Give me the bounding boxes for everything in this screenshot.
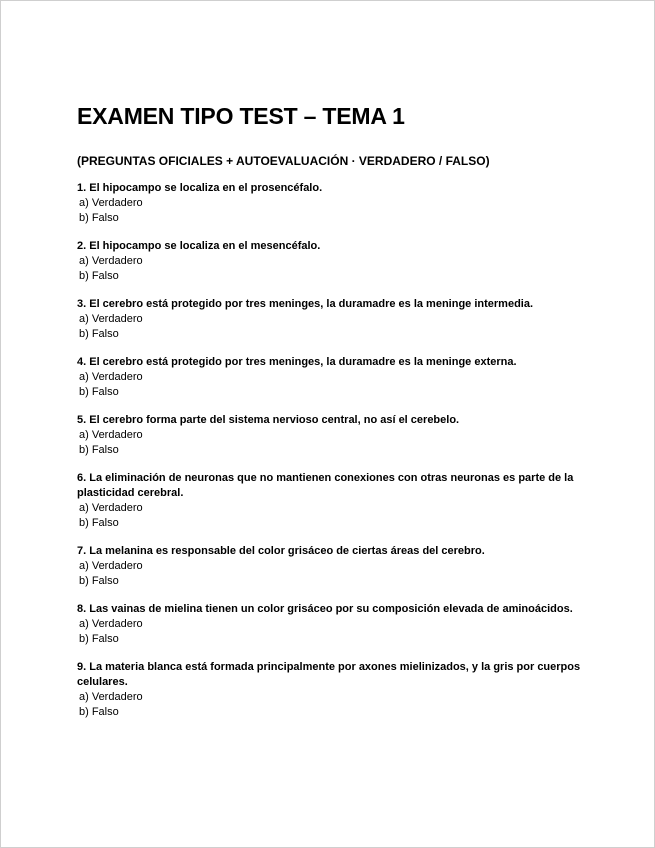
option-false: b) Falso	[79, 706, 119, 718]
option-false: b) Falso	[79, 633, 119, 645]
question-text: 8. Las vainas de mielina tienen un color grisáceo por su composición elevada de aminoácidos.	[77, 603, 573, 615]
question-text: 4. El cerebro está protegido por tres meninges, la duramadre es la meninge externa.	[77, 356, 517, 368]
option-false: b) Falso	[79, 575, 119, 587]
option-true: a) Verdadero	[79, 313, 143, 325]
question-list	[77, 181, 597, 720]
question-item	[77, 181, 597, 226]
question-item	[77, 660, 597, 720]
option-false: b) Falso	[79, 328, 119, 340]
question-text: 5. El cerebro forma parte del sistema nervioso central, no así el cerebelo.	[77, 414, 460, 426]
page-subtitle: (PREGUNTAS OFICIALES + AUTOEVALUACIÓN · VERDADERO / FALSO)	[77, 154, 490, 168]
option-true: a) Verdadero	[79, 255, 143, 267]
question-text: 6. La eliminación de neuronas que no mantienen conexiones con otras neuronas es parte de la plasticidad cerebral.	[77, 472, 574, 499]
option-false: b) Falso	[79, 386, 119, 398]
question-item	[77, 471, 597, 531]
question-text: 7. La melanina es responsable del color grisáceo de ciertas áreas del cerebro.	[77, 545, 485, 557]
option-true: a) Verdadero	[79, 618, 143, 630]
question-item	[77, 413, 597, 458]
question-text: 1. El hipocampo se localiza en el prosencéfalo.	[77, 182, 323, 194]
question-text: 9. La materia blanca está formada principalmente por axones mielinizados, y la gris por cuerpos celulares.	[77, 661, 581, 688]
option-true: a) Verdadero	[79, 502, 143, 514]
option-true: a) Verdadero	[79, 197, 143, 209]
page-title: EXAMEN TIPO TEST – TEMA 1	[77, 103, 405, 129]
question-item	[77, 544, 597, 589]
question-item	[77, 297, 597, 342]
option-false: b) Falso	[79, 212, 119, 224]
document-content	[77, 101, 597, 720]
option-true: a) Verdadero	[79, 371, 143, 383]
option-true: a) Verdadero	[79, 560, 143, 572]
question-text: 2. El hipocampo se localiza en el mesencéfalo.	[77, 240, 321, 252]
option-true: a) Verdadero	[79, 691, 143, 703]
option-false: b) Falso	[79, 444, 119, 456]
question-item	[77, 239, 597, 284]
question-item	[77, 602, 597, 647]
option-false: b) Falso	[79, 270, 119, 282]
question-item	[77, 355, 597, 400]
option-true: a) Verdadero	[79, 429, 143, 441]
question-text: 3. El cerebro está protegido por tres meninges, la duramadre es la meninge intermedia.	[77, 298, 534, 310]
option-false: b) Falso	[79, 517, 119, 529]
